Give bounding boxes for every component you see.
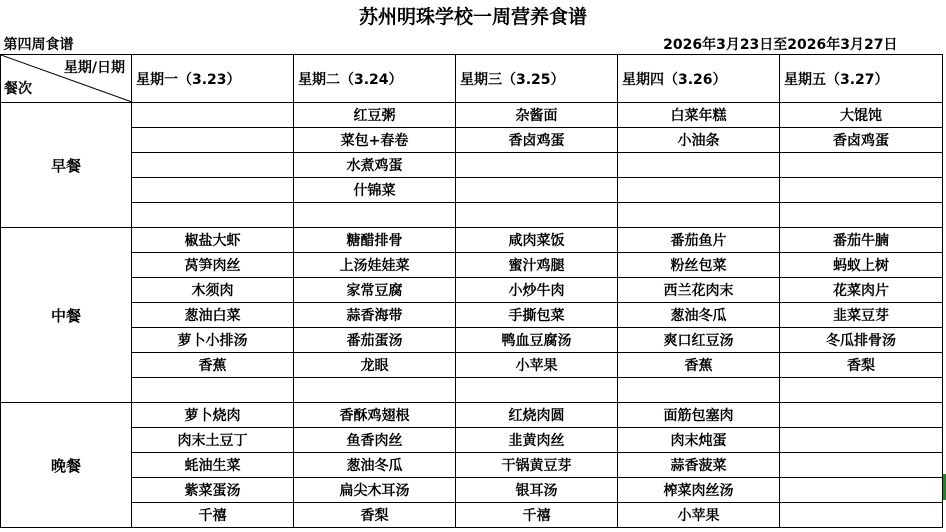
- menu-cell[interactable]: 香卤鸡蛋: [780, 128, 943, 153]
- dinner-row: [1, 453, 943, 478]
- menu-cell[interactable]: 糖醋排骨: [294, 228, 456, 253]
- menu-cell[interactable]: 小油条: [618, 128, 780, 153]
- menu-cell[interactable]: [132, 153, 294, 178]
- menu-cell[interactable]: 花菜肉片: [780, 278, 943, 303]
- menu-cell[interactable]: 椒盐大虾: [132, 228, 294, 253]
- menu-cell[interactable]: 香卤鸡蛋: [456, 128, 618, 153]
- menu-cell[interactable]: 水煮鸡蛋: [294, 153, 456, 178]
- menu-cell[interactable]: [618, 378, 780, 403]
- menu-cell[interactable]: 香梨: [780, 353, 943, 378]
- menu-cell[interactable]: 蚝油生菜: [132, 453, 294, 478]
- menu-cell[interactable]: [780, 503, 943, 528]
- lunch-row: [1, 378, 943, 403]
- menu-cell[interactable]: 银耳汤: [456, 478, 618, 503]
- page-title: 苏州明珠学校一周营养食谱: [358, 6, 587, 28]
- menu-cell[interactable]: [456, 203, 618, 228]
- menu-cell[interactable]: 大馄饨: [780, 103, 943, 128]
- menu-cell[interactable]: 葱油冬瓜: [294, 453, 456, 478]
- menu-table: [0, 34, 943, 528]
- menu-cell[interactable]: 紫菜蛋汤: [132, 478, 294, 503]
- menu-cell[interactable]: [456, 153, 618, 178]
- menu-cell[interactable]: 千禧: [456, 503, 618, 528]
- menu-cell[interactable]: 小炒牛肉: [456, 278, 618, 303]
- menu-cell[interactable]: 什锦菜: [294, 178, 456, 203]
- dinner-row: [1, 428, 943, 453]
- menu-cell[interactable]: 上汤娃娃菜: [294, 253, 456, 278]
- menu-cell[interactable]: 蒜香菠菜: [618, 453, 780, 478]
- menu-cell[interactable]: 蚂蚁上树: [780, 253, 943, 278]
- menu-cell[interactable]: 红豆粥: [294, 103, 456, 128]
- menu-cell[interactable]: 莴笋肉丝: [132, 253, 294, 278]
- menu-cell[interactable]: 面筋包塞肉: [618, 403, 780, 428]
- corner-label-day: 星期/日期: [63, 60, 125, 76]
- menu-cell[interactable]: [294, 203, 456, 228]
- menu-cell[interactable]: 千禧: [132, 503, 294, 528]
- menu-cell[interactable]: 葱油冬瓜: [618, 303, 780, 328]
- menu-cell[interactable]: 香蕉: [618, 353, 780, 378]
- lunch-row: [1, 303, 943, 328]
- menu-cell[interactable]: 香酥鸡翅根: [294, 403, 456, 428]
- menu-cell[interactable]: 粉丝包菜: [618, 253, 780, 278]
- day-header-2[interactable]: 星期二（3.24）: [294, 55, 456, 103]
- lunch-row: [1, 328, 943, 353]
- day-header-3[interactable]: 星期三（3.25）: [456, 55, 618, 103]
- menu-cell[interactable]: 番茄蛋汤: [294, 328, 456, 353]
- menu-cell[interactable]: 鱼香肉丝: [294, 428, 456, 453]
- menu-cell[interactable]: [132, 378, 294, 403]
- lunch-row: [1, 353, 943, 378]
- menu-cell[interactable]: 白菜年糕: [618, 103, 780, 128]
- menu-cell[interactable]: [780, 378, 943, 403]
- menu-cell[interactable]: 冬瓜排骨汤: [780, 328, 943, 353]
- menu-cell[interactable]: 小苹果: [456, 353, 618, 378]
- meal-label-dinner[interactable]: 晚餐: [1, 403, 132, 528]
- menu-cell[interactable]: 手撕包菜: [456, 303, 618, 328]
- menu-cell[interactable]: 韭菜豆芽: [780, 303, 943, 328]
- menu-cell[interactable]: 萝卜小排汤: [132, 328, 294, 353]
- menu-cell[interactable]: 蜜汁鸡腿: [456, 253, 618, 278]
- menu-cell[interactable]: [132, 103, 294, 128]
- menu-cell[interactable]: 杂酱面: [456, 103, 618, 128]
- meal-label-breakfast[interactable]: 早餐: [1, 103, 132, 228]
- dinner-row: [1, 478, 943, 503]
- menu-cell[interactable]: [294, 378, 456, 403]
- breakfast-row: [1, 128, 943, 153]
- menu-cell[interactable]: [618, 153, 780, 178]
- menu-cell[interactable]: [780, 453, 943, 478]
- menu-cell[interactable]: [780, 203, 943, 228]
- day-header-1[interactable]: 星期一（3.23）: [132, 55, 294, 103]
- menu-cell[interactable]: 肉末土豆丁: [132, 428, 294, 453]
- menu-cell[interactable]: [132, 128, 294, 153]
- meal-label-lunch[interactable]: 中餐: [1, 228, 132, 403]
- menu-cell[interactable]: 香梨: [294, 503, 456, 528]
- menu-cell[interactable]: [132, 178, 294, 203]
- menu-cell[interactable]: 菜包+春卷: [294, 128, 456, 153]
- menu-cell[interactable]: 香蕉: [132, 353, 294, 378]
- menu-cell[interactable]: 番茄鱼片: [618, 228, 780, 253]
- menu-cell[interactable]: 家常豆腐: [294, 278, 456, 303]
- week-label: 第四周食谱: [3, 37, 74, 53]
- corner-label-meal: 餐次: [4, 81, 32, 97]
- menu-cell[interactable]: [780, 478, 943, 503]
- lunch-row: [1, 278, 943, 303]
- menu-cell[interactable]: [618, 203, 780, 228]
- menu-cell[interactable]: 小苹果: [618, 503, 780, 528]
- day-header-5[interactable]: 星期五（3.27）: [780, 55, 943, 103]
- menu-cell[interactable]: [618, 178, 780, 203]
- menu-cell[interactable]: 萝卜烧肉: [132, 403, 294, 428]
- date-range: 2026年3月23日至2026年3月27日: [663, 37, 898, 53]
- menu-cell[interactable]: 番茄牛腩: [780, 228, 943, 253]
- breakfast-row: [1, 203, 943, 228]
- menu-cell[interactable]: 蒜香海带: [294, 303, 456, 328]
- dinner-row: [1, 503, 943, 528]
- breakfast-row: [1, 103, 943, 128]
- menu-cell[interactable]: 龙眼: [294, 353, 456, 378]
- breakfast-row: [1, 153, 943, 178]
- lunch-row: [1, 253, 943, 278]
- lunch-row: [1, 228, 943, 253]
- menu-cell[interactable]: 红烧肉圆: [456, 403, 618, 428]
- menu-cell[interactable]: [780, 428, 943, 453]
- menu-cell[interactable]: 爽口红豆汤: [618, 328, 780, 353]
- menu-cell[interactable]: 肉末炖蛋: [618, 428, 780, 453]
- menu-cell[interactable]: [780, 153, 943, 178]
- dinner-row: [1, 403, 943, 428]
- menu-cell[interactable]: 西兰花肉末: [618, 278, 780, 303]
- menu-cell[interactable]: 葱油白菜: [132, 303, 294, 328]
- menu-cell[interactable]: 韭黄肉丝: [456, 428, 618, 453]
- menu-cell[interactable]: [780, 403, 943, 428]
- menu-cell[interactable]: [780, 178, 943, 203]
- header-corner-cell: [1, 55, 132, 103]
- menu-cell[interactable]: 干锅黄豆芽: [456, 453, 618, 478]
- menu-cell[interactable]: 咸肉菜饭: [456, 228, 618, 253]
- menu-cell[interactable]: [456, 378, 618, 403]
- menu-cell[interactable]: 鸭血豆腐汤: [456, 328, 618, 353]
- day-header-4[interactable]: 星期四（3.26）: [618, 55, 780, 103]
- menu-cell[interactable]: [456, 178, 618, 203]
- menu-cell[interactable]: 木须肉: [132, 278, 294, 303]
- breakfast-row: [1, 178, 943, 203]
- menu-cell[interactable]: 榨菜肉丝汤: [618, 478, 780, 503]
- menu-cell[interactable]: 扁尖木耳汤: [294, 478, 456, 503]
- menu-cell[interactable]: [132, 203, 294, 228]
